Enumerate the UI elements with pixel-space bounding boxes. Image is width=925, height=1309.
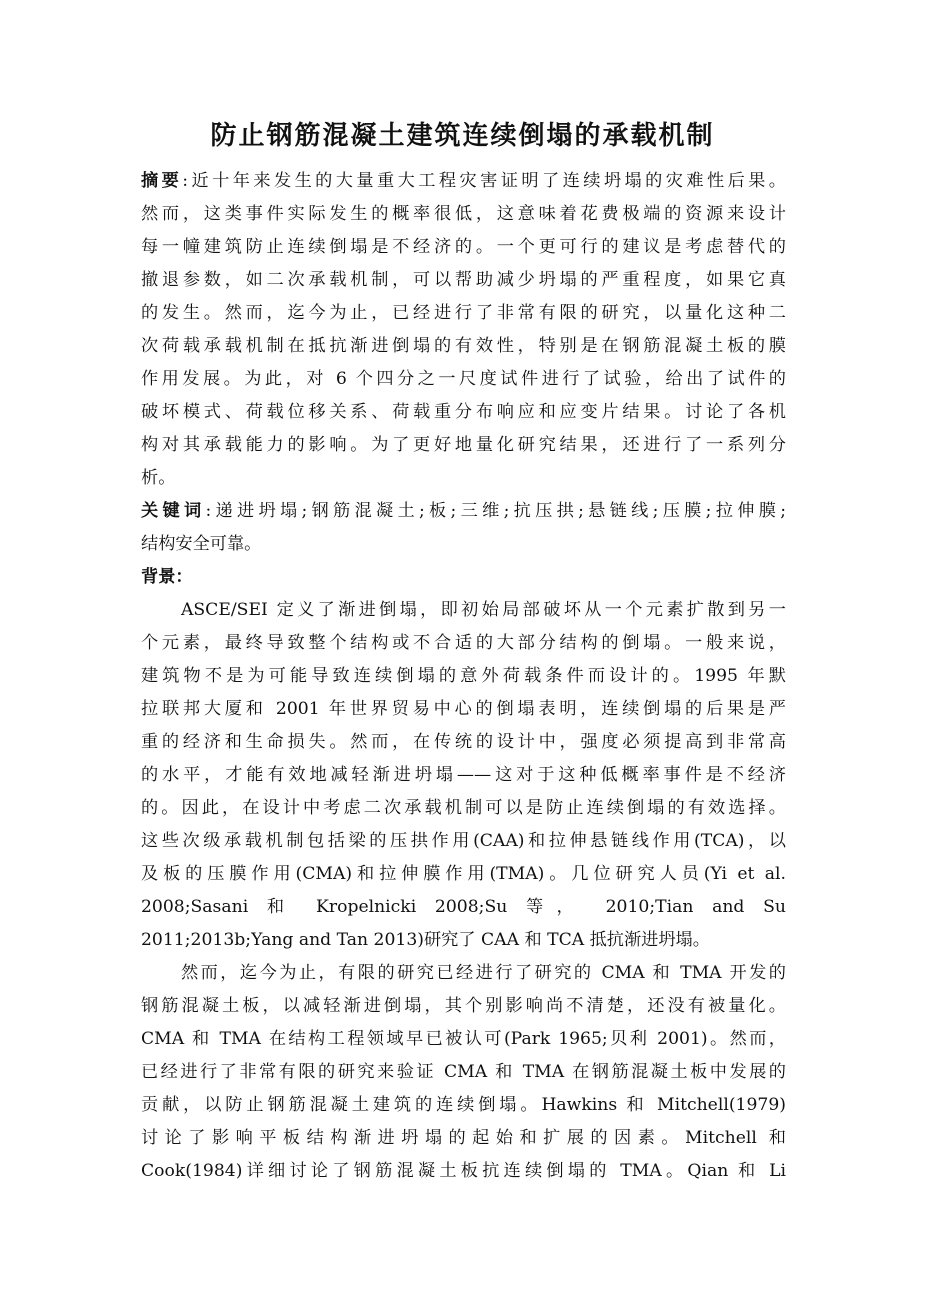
body-line: CMA 和 TMA 在结构工程领域早已被认可(Park 1965;贝利 2001)。然而， xyxy=(141,1029,786,1049)
abstract-line xyxy=(141,165,786,198)
abstract-line: 构对其承载能力的影响。为了更好地量化研究结果，还进行了一系列分 xyxy=(141,435,786,455)
abstract-line: 的发生。然而，迄今为止，已经进行了非常有限的研究，以量化这种二 xyxy=(141,303,786,323)
body-line: 这些次级承载机制包括梁的压拱作用(CAA)和拉伸悬链线作用(TCA)，以 xyxy=(141,831,786,851)
background-heading: 背景： xyxy=(141,567,193,587)
abstract-line: 每一幢建筑防止连续倒塌是不经济的。一个更可行的建议是考虑替代的 xyxy=(141,237,786,257)
keywords-text: :递进坍塌;钢筋混凝土;板;三维;抗压拱;悬链线;压膜;拉伸膜; xyxy=(205,501,786,521)
abstract-label: 摘要 xyxy=(141,171,183,191)
abstract-text: :近十年来发生的大量重大工程灾害证明了连续坍塌的灾难性后果。 xyxy=(182,171,786,191)
body-line: Cook(1984)详细讨论了钢筋混凝土板抗连续倒塌的 TMA。Qian 和 Li xyxy=(141,1161,786,1181)
body-line: 拉联邦大厦和 2001 年世界贸易中心的倒塌表明，连续倒塌的后果是严 xyxy=(141,699,786,719)
body-line: 已经进行了非常有限的研究来验证 CMA 和 TMA 在钢筋混凝土板中发展的 xyxy=(141,1062,786,1082)
abstract-line: 撤退参数，如二次承载机制，可以帮助减少坍塌的严重程度，如果它真 xyxy=(141,270,786,290)
body-line: 建筑物不是为可能导致连续倒塌的意外荷载条件而设计的。1995 年默 xyxy=(141,666,786,686)
body-line: 个元素，最终导致整个结构或不合适的大部分结构的倒塌。一般来说， xyxy=(141,633,786,653)
body-line: 重的经济和生命损失。然而，在传统的设计中，强度必须提高到非常高 xyxy=(141,732,786,752)
body-line: 2008;Sasani 和 Kropelnicki 2008;Su 等， 2010;Tian and Su xyxy=(141,897,786,917)
keywords-line xyxy=(141,495,786,528)
abstract-line: 然而，这类事件实际发生的概率很低，这意味着花费极端的资源来设计 xyxy=(141,204,786,224)
body-line: 然而，迄今为止，有限的研究已经进行了研究的 CMA 和 TMA 开发的 xyxy=(181,963,786,983)
body-line: 2011;2013b;Yang and Tan 2013)研究了 CAA 和 TCA 抵抗渐进坍塌。 xyxy=(141,930,710,950)
document-title: 防止钢筋混凝土建筑连续倒塌的承载机制 xyxy=(210,121,715,151)
abstract-line: 作用发展。为此，对 6 个四分之一尺度试件进行了试验，给出了试件的 xyxy=(141,369,786,389)
keywords-label: 关键词 xyxy=(141,501,206,521)
abstract-line: 次荷载承载机制在抵抗渐进倒塌的有效性，特别是在钢筋混凝土板的膜 xyxy=(141,336,786,356)
body-line: 钢筋混凝土板，以减轻渐进倒塌，其个别影响尚不清楚，还没有被量化。 xyxy=(141,996,786,1016)
keywords-line: 结构安全可靠。 xyxy=(141,534,262,554)
body-line: ASCE/SEI 定义了渐进倒塌，即初始局部破坏从一个元素扩散到另一 xyxy=(181,600,786,620)
body-line: 的水平，才能有效地减轻渐进坍塌——这对于这种低概率事件是不经济 xyxy=(141,765,786,785)
body-line: 的。因此，在设计中考虑二次承载机制可以是防止连续倒塌的有效选择。 xyxy=(141,798,786,818)
body-line: 贡献，以防止钢筋混凝土建筑的连续倒塌。Hawkins 和 Mitchell(1979) xyxy=(141,1095,786,1115)
abstract-line: 破坏模式、荷载位移关系、荷载重分布响应和应变片结果。讨论了各机 xyxy=(141,402,786,422)
body-line: 讨论了影响平板结构渐进坍塌的起始和扩展的因素。Mitchell 和 xyxy=(141,1128,786,1148)
abstract-line: 析。 xyxy=(141,468,176,488)
body-line: 及板的压膜作用(CMA)和拉伸膜作用(TMA)。几位研究人员(Yi et al. xyxy=(141,864,786,884)
